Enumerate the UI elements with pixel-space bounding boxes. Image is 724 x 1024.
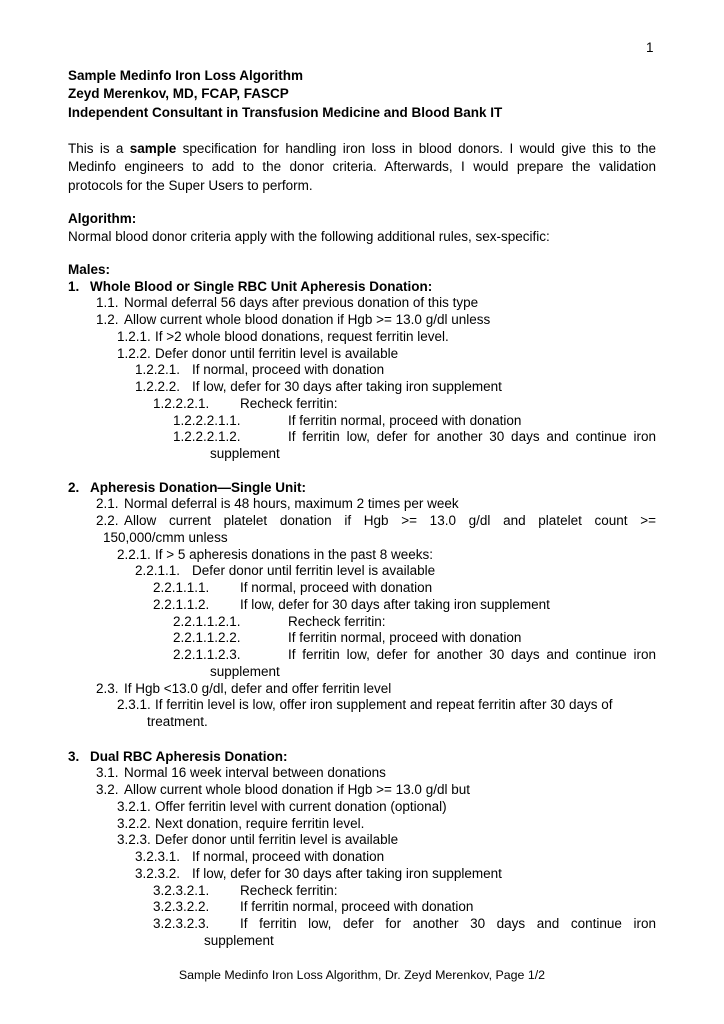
list-item-number: 3.2.3.2.2. <box>153 899 210 915</box>
list-item-number: 3.2.3.1. <box>135 849 181 865</box>
list-item-text: If > 5 apheresis donations in the past 8 weeks: <box>155 546 434 562</box>
list-item-number: 2.1. <box>96 496 119 512</box>
list-item-number: 2.2.1.1.1. <box>153 580 210 596</box>
list-item-number: 3. <box>68 748 80 764</box>
list-item-continuation: supplement <box>204 932 274 948</box>
list-item-number: 1.2.2.2.1. <box>153 395 210 411</box>
list-item-number: 3.2.2. <box>117 815 151 831</box>
intro-line-1 <box>68 140 656 159</box>
list-item-text: Normal 16 week interval between donations <box>124 765 386 781</box>
list-item-text: Defer donor until ferritin level is available <box>155 832 399 848</box>
list-item-text: Defer donor until ferritin level is available <box>192 563 436 579</box>
list-item-number: 2. <box>68 479 80 495</box>
list-item-text: Next donation, require ferritin level. <box>155 815 365 831</box>
list-item-text: If normal, proceed with donation <box>192 849 385 865</box>
list-item-text: Whole Blood or Single RBC Unit Apheresis Donation: <box>90 278 433 294</box>
list-item-continuation: treatment. <box>147 714 208 730</box>
list-item-number: 3.2.1. <box>117 798 151 814</box>
list-item-text: If ferritin normal, proceed with donation <box>288 412 522 428</box>
list-item-number: 1.2.2.2. <box>135 379 181 395</box>
list-item-text: If ferritin normal, proceed with donation <box>288 630 522 646</box>
list-item-number: 2.2.1. <box>117 546 151 562</box>
list-item-number: 2.2.1.1.2.3. <box>173 647 241 663</box>
algorithm-text: Normal blood donor criteria apply with the following additional rules, sex-specific: <box>68 229 550 245</box>
list-item-number: 2.3. <box>96 680 119 696</box>
list-item-number: 3.2.3.2.1. <box>153 882 210 898</box>
list-item-continuation: supplement <box>210 446 280 462</box>
list-item-text: Allow current whole blood donation if Hgb >= 13.0 g/dl but <box>124 782 470 798</box>
list-item-number: 1.2. <box>96 312 119 328</box>
list-item-text: Normal deferral 56 days after previous donation of this type <box>124 295 479 311</box>
list-item-text: If normal, proceed with donation <box>240 580 433 596</box>
list-item-number: 2.2.1.1. <box>135 563 181 579</box>
list-item-number: 2.2.1.1.2.2. <box>173 630 241 646</box>
list-item-continuation: 150,000/cmm unless <box>103 529 228 545</box>
credential-line: Independent Consultant in Transfusion Medicine and Blood Bank IT <box>68 104 503 120</box>
list-item-number: 2.3.1. <box>117 697 151 713</box>
list-item-number: 3.1. <box>96 765 119 781</box>
intro-text-bold: sample <box>129 140 177 156</box>
list-item-text: If normal, proceed with donation <box>192 362 385 378</box>
list-item-number: 3.2.3. <box>117 832 151 848</box>
list-item-number: 1.2.2.2.1.2. <box>173 429 241 445</box>
list-item-text: If ferritin low, defer for another 30 days and continue iron <box>288 429 656 445</box>
list-item-text: If ferritin low, defer for another 30 days and continue iron <box>240 916 656 932</box>
list-item-text: If low, defer for 30 days after taking iron supplement <box>192 379 502 395</box>
intro-text-post: specification for handling iron loss in blood donors. I would give this to the <box>176 140 657 156</box>
list-item-number: 3.2.3.2.3. <box>153 916 210 932</box>
list-item-number: 1.2.2.1. <box>135 362 181 378</box>
list-item-text: Normal deferral is 48 hours, maximum 2 times per week <box>124 496 459 512</box>
list-item-text: If low, defer for 30 days after taking iron supplement <box>192 865 502 881</box>
list-item-number: 1.1. <box>96 295 119 311</box>
list-item-text: Recheck ferritin: <box>288 613 386 629</box>
author-line: Zeyd Merenkov, MD, FCAP, FASCP <box>68 86 289 102</box>
list-item-text: Recheck ferritin: <box>240 395 338 411</box>
males-heading: Males: <box>68 261 111 277</box>
list-item-number: 1.2.1. <box>117 328 151 344</box>
list-item-number: 2.2.1.1.2.1. <box>173 613 241 629</box>
list-item-number: 3.2. <box>96 782 119 798</box>
list-item-number: 3.2.3.2. <box>135 865 181 881</box>
list-item-text: Allow current platelet donation if Hgb >= 13.0 g/dl and platelet count >= <box>124 513 656 529</box>
list-item-text: If Hgb <13.0 g/dl, defer and offer ferritin level <box>124 680 392 696</box>
list-item-number: 2.2. <box>96 513 119 529</box>
list-item-number: 2.2.1.1.2. <box>153 596 210 612</box>
list-item-number: 1. <box>68 278 80 294</box>
list-item-text: If >2 whole blood donations, request ferritin level. <box>155 328 449 344</box>
intro-text-pre: This is a <box>68 140 130 156</box>
document-title: Sample Medinfo Iron Loss Algorithm <box>68 67 304 83</box>
footer-text: Sample Medinfo Iron Loss Algorithm, Dr. Zeyd Merenkov, Page 1/2 <box>178 968 546 982</box>
intro-line-2: Medinfo engineers to add to the donor criteria. Afterwards, I would prepare the validation <box>68 159 656 175</box>
list-item-text: Allow current whole blood donation if Hgb >= 13.0 g/dl unless <box>124 312 491 328</box>
list-item-text: If ferritin normal, proceed with donation <box>240 899 474 915</box>
intro-line-3: protocols for the Super Users to perform. <box>68 177 313 193</box>
list-item-number: 1.2.2. <box>117 345 151 361</box>
page-number: 1 <box>646 40 654 55</box>
list-item-text: If low, defer for 30 days after taking iron supplement <box>240 596 550 612</box>
list-item-number: 1.2.2.2.1.1. <box>173 412 241 428</box>
list-item-text: Offer ferritin level with current donation (optional) <box>155 798 447 814</box>
list-item-text: Dual RBC Apheresis Donation: <box>90 748 288 764</box>
list-item-continuation: supplement <box>210 663 280 679</box>
list-item-text: If ferritin low, defer for another 30 days and continue iron <box>288 647 656 663</box>
list-item-text: Apheresis Donation—Single Unit: <box>90 479 307 495</box>
list-item-text: Defer donor until ferritin level is available <box>155 345 399 361</box>
list-item-text: Recheck ferritin: <box>240 882 338 898</box>
algorithm-heading: Algorithm: <box>68 210 137 226</box>
list-item-text: If ferritin level is low, offer iron supplement and repeat ferritin after 30 days of <box>155 697 613 713</box>
